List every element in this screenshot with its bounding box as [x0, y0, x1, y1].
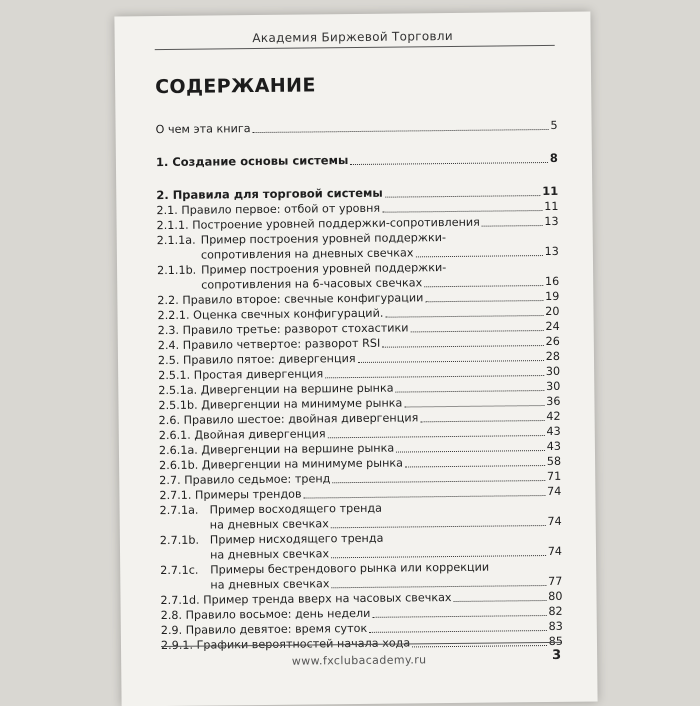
toc-entry: 2.7.1. Примеры трендов 74 [159, 484, 562, 503]
toc-entry: 2.1.1a. Пример построения уровней поддержки- сопротивления на дневных свечках 13 [156, 231, 559, 262]
page-number: 3 [551, 647, 562, 663]
toc-entry: 2.2.1. Оценка свечных конфигураций. 20 [157, 304, 560, 323]
toc-chapter: 2. Правила для торговой системы 11 [156, 183, 559, 203]
toc-entry: 2.9. Правило девятое: время суток 83 [160, 619, 563, 638]
toc-entry: 2.7.1a. Пример восходящего тренда на дневных свечках 74 [159, 501, 562, 532]
toc-entry: 2.3. Правило третье: разворот стохастики 24 [157, 319, 560, 338]
toc-entry: 2.6.1. Двойная дивергенция 43 [158, 424, 561, 443]
table-of-contents [156, 118, 564, 653]
toc-entry: 2.7.1b. Пример нисходящего тренда на дневных свечках 74 [159, 531, 563, 562]
toc-entry: 2.7. Правило седьмое: тренд 71 [159, 469, 562, 488]
footer-site: www.fxclubacademy.ru [291, 653, 427, 668]
toc-entry: 2.8. Правило восьмое: день недели 82 [160, 604, 563, 623]
toc-chapter: 1. Создание основы системы 8 [155, 150, 558, 170]
toc-entry: 2.2. Правило второе: свечные конфигурации 19 [157, 289, 560, 308]
toc-entry: О чем эта книга 5 [155, 118, 558, 137]
toc-entry: 2.5. Правило пятое: дивергенция 28 [157, 349, 561, 368]
header-rule [155, 45, 555, 50]
running-head: Академия Биржевой Торговли [252, 28, 453, 46]
toc-entry: 2.5.1a. Дивергенции на вершине рынка 30 [158, 379, 561, 398]
toc-entry: 2.5.1. Простая дивергенция 30 [158, 364, 561, 383]
toc-entry: 2.1.1. Построение уровней поддержки-сопротивления 13 [156, 214, 559, 233]
toc-entry: 2.9.1. Графики вероятностей начала хода 85 [160, 634, 564, 653]
toc-entry: 2.6. Правило шестое: двойная дивергенция 42 [158, 409, 561, 428]
book-page [114, 12, 597, 706]
toc-entry: 2.7.1c. Примеры бестрендового рынка или коррекции на дневных свечках 77 [160, 560, 563, 592]
toc-entry: 2.5.1b. Дивергенции на минимуме рынка 36 [158, 394, 561, 413]
toc-entry: 2.1.1b. Пример построения уровней поддержки- сопротивления на 6-часовых свечках 16 [156, 261, 560, 292]
page-title: СОДЕРЖАНИЕ [155, 74, 316, 99]
toc-entry: 2.6.1b. Дивергенции на минимуме рынка 58 [159, 454, 562, 473]
toc-entry: 2.1. Правило первое: отбой от уровня 11 [156, 199, 559, 218]
toc-entry: 2.7.1d. Пример тренда вверх на часовых свечках 80 [160, 589, 563, 608]
toc-entry: 2.4. Правило четвертое: разворот RSI 26 [157, 334, 560, 353]
toc-entry: 2.6.1a. Дивергенции на вершине рынка 43 [158, 439, 561, 458]
